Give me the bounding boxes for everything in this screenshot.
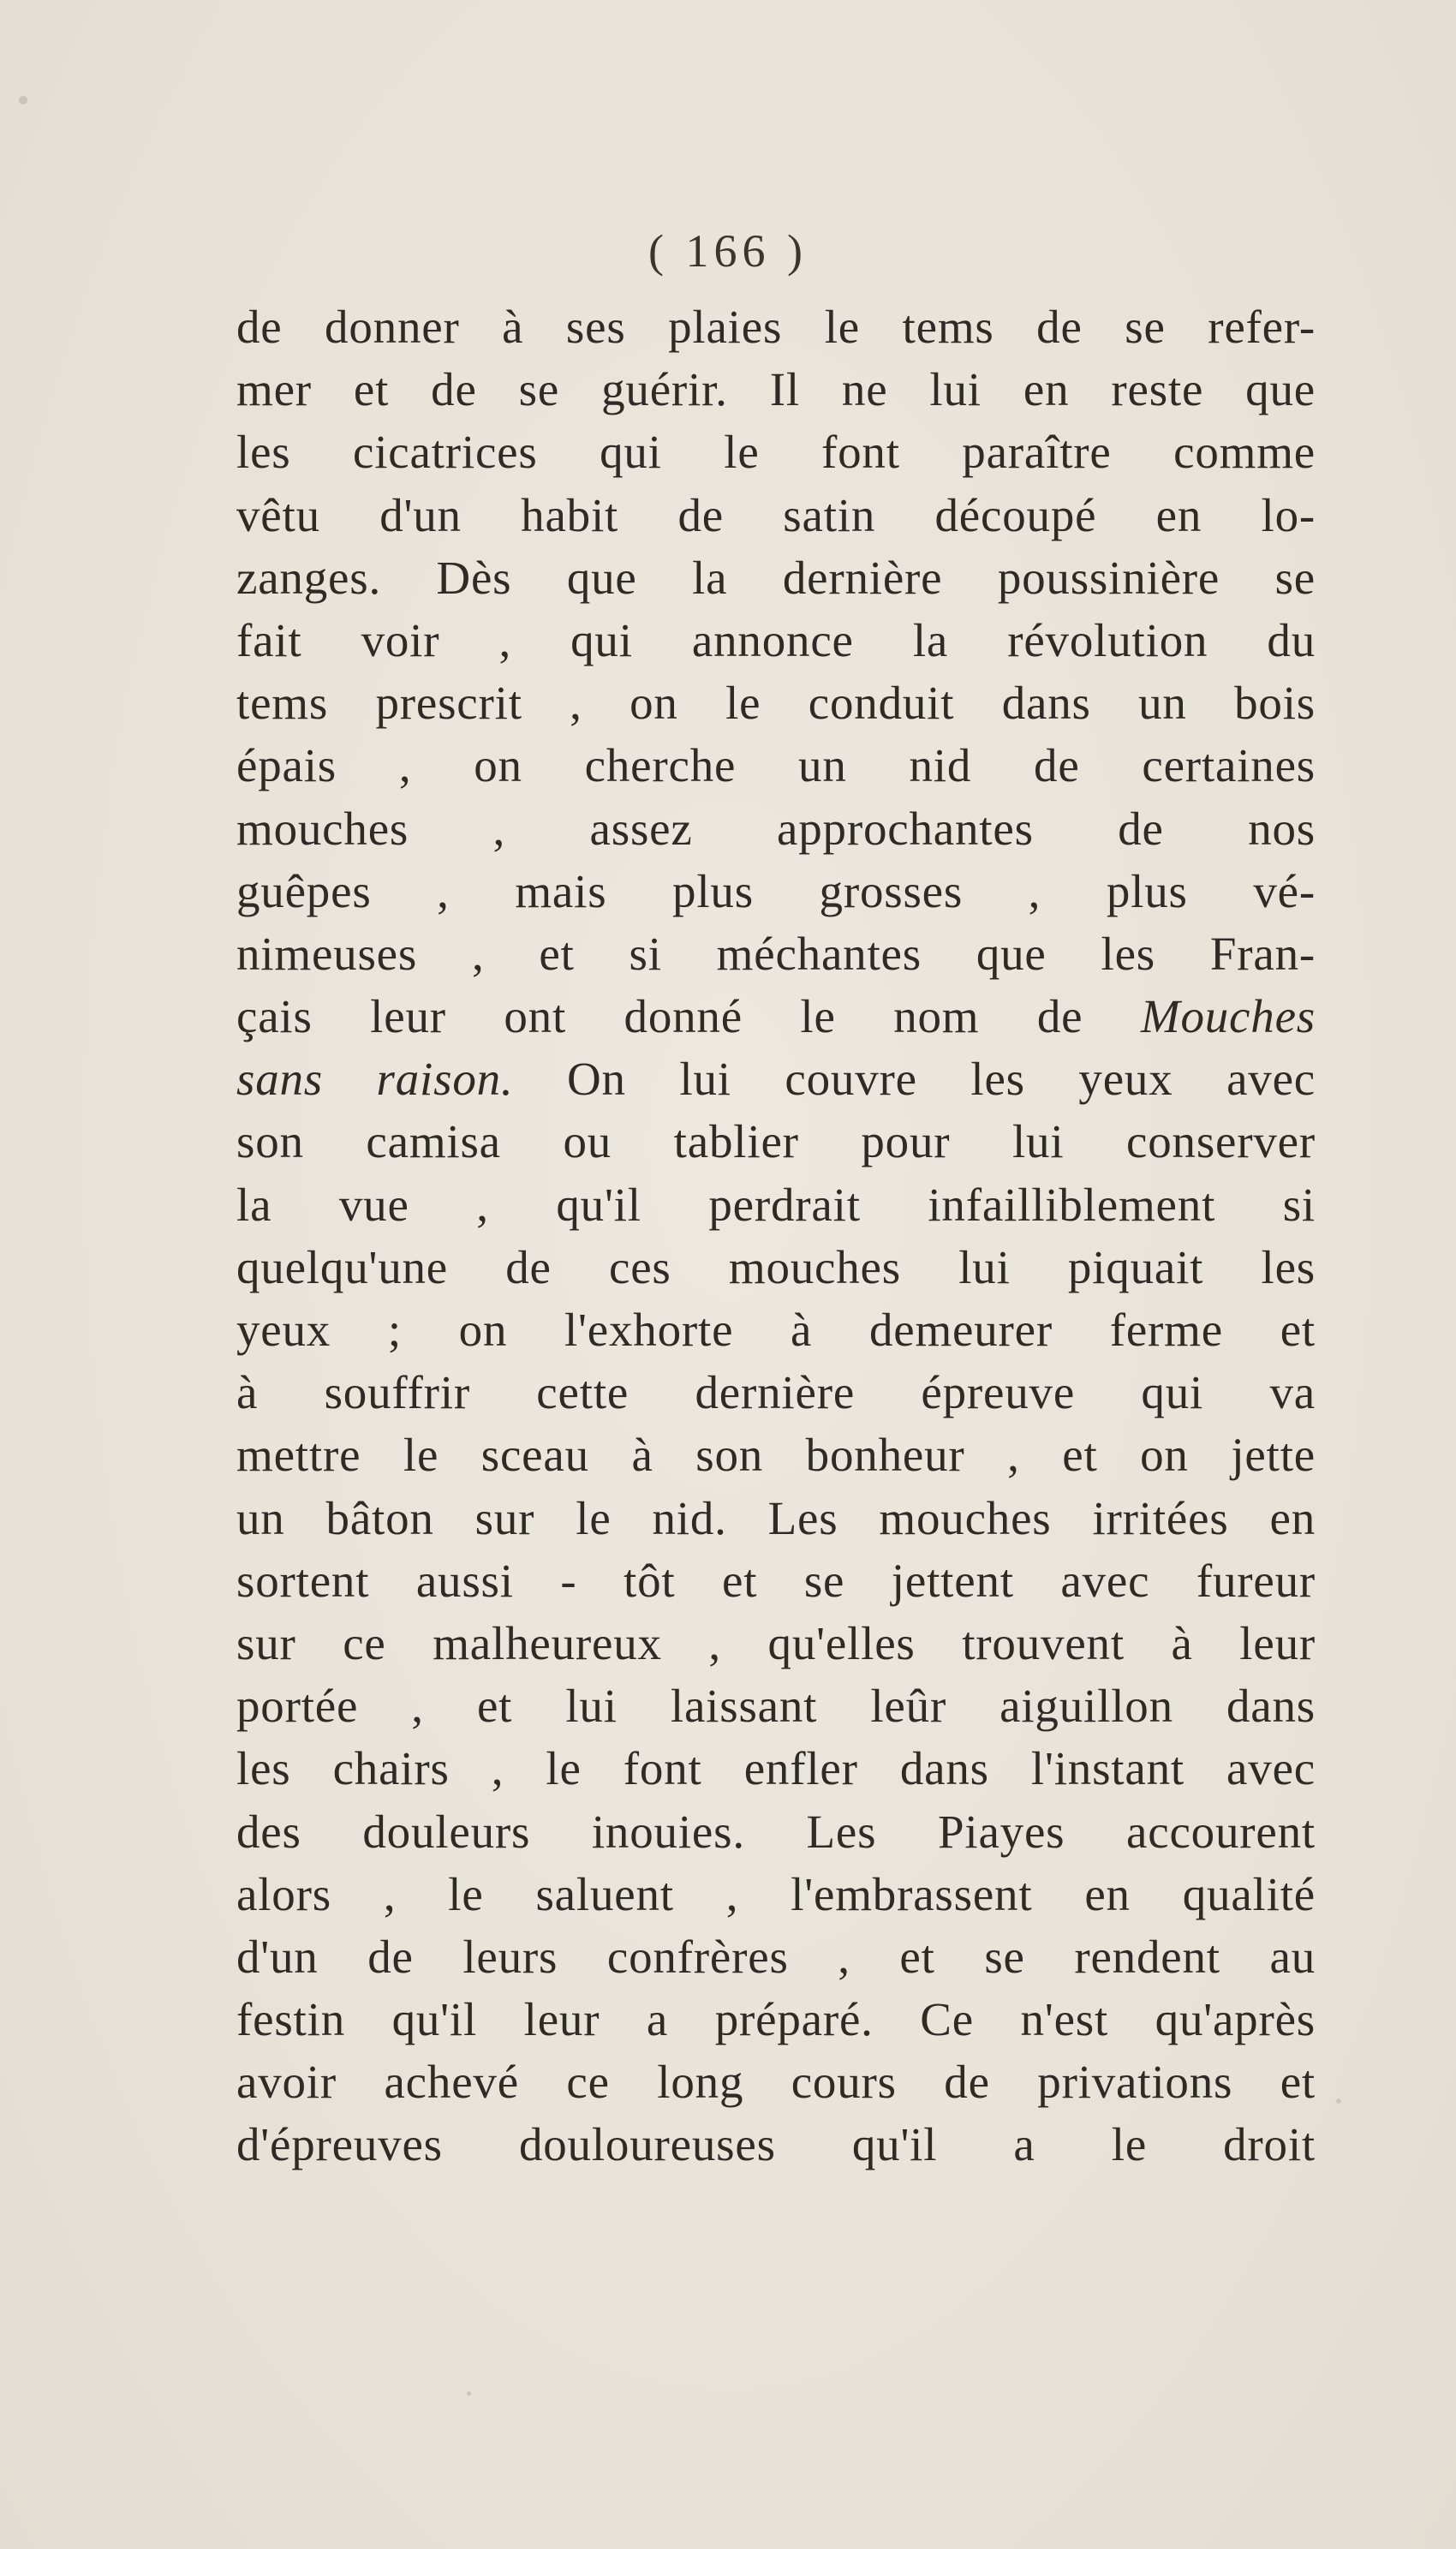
text-line: les cicatrices qui le font paraître comme <box>236 426 1316 479</box>
text-line: yeux ; on l'exhorte à demeurer ferme et <box>236 1304 1316 1356</box>
text-line: les chairs , le font enfler dans l'instant avec <box>236 1742 1316 1795</box>
text-line: épais , on cherche un nid de certaines <box>236 739 1316 792</box>
text-line: tems prescrit , on le conduit dans un bois <box>236 677 1316 730</box>
text-line: à souffrir cette dernière épreuve qui va <box>236 1366 1316 1419</box>
paper-speck <box>19 96 27 104</box>
text-line: un bâton sur le nid. Les mouches irritées en <box>236 1491 1316 1544</box>
page-number: ( 166 ) <box>648 225 808 277</box>
text-line: festin qu'il leur a préparé. Ce n'est qu'après <box>236 1993 1316 2046</box>
text-line: zanges. Dès que la dernière poussinière se <box>236 551 1316 604</box>
text-line: nimeuses , et si méchantes que les Fran- <box>236 927 1316 980</box>
text-line: mouches , assez approchantes de nos <box>236 802 1316 855</box>
text-line: mettre le sceau à son bonheur , et on jette <box>236 1429 1316 1482</box>
paper-speck <box>467 2391 471 2396</box>
italic-term: Mouches <box>1140 990 1316 1043</box>
text-line: fait voir , qui annonce la révolution du <box>236 613 1316 666</box>
text-line: d'un de leurs confrères , et se rendent au <box>236 1930 1316 1983</box>
text-line: quelqu'une de ces mouches lui piquait les <box>236 1240 1316 1293</box>
text-line: çais leur ont donné le nom de Mouches <box>236 990 1316 1043</box>
italic-term: sans raison. <box>236 1053 514 1106</box>
text-line: de donner à ses plaies le tems de se refer- <box>236 301 1316 353</box>
body-text <box>236 295 1316 2176</box>
text-line: son camisa ou tablier pour lui conserver <box>236 1115 1316 1168</box>
text-line: avoir achevé ce long cours de privations et <box>236 2056 1316 2109</box>
text-line: des douleurs inouies. Les Piayes accourent <box>236 1805 1316 1858</box>
paper-speck <box>1336 2098 1341 2104</box>
text-line: la vue , qu'il perdrait infailliblement si <box>236 1178 1316 1231</box>
text-line: sur ce malheureux , qu'elles trouvent à leur <box>236 1616 1316 1669</box>
text-line: guêpes , mais plus grosses , plus vé- <box>236 864 1316 917</box>
text-line: alors , le saluent , l'embrassent en qualité <box>236 1867 1316 1920</box>
text-line: d'épreuves douloureuses qu'il a le droit <box>236 2118 1316 2171</box>
text-line: portée , et lui laissant leûr aiguillon dans <box>236 1680 1316 1733</box>
text-line: vêtu d'un habit de satin découpé en lo- <box>236 488 1316 541</box>
text-line: sortent aussi - tôt et se jettent avec fureur <box>236 1554 1316 1607</box>
text-line: mer et de se guérir. Il ne lui en reste que <box>236 363 1316 416</box>
text-line: sans raison. On lui couvre les yeux avec <box>236 1053 1316 1106</box>
